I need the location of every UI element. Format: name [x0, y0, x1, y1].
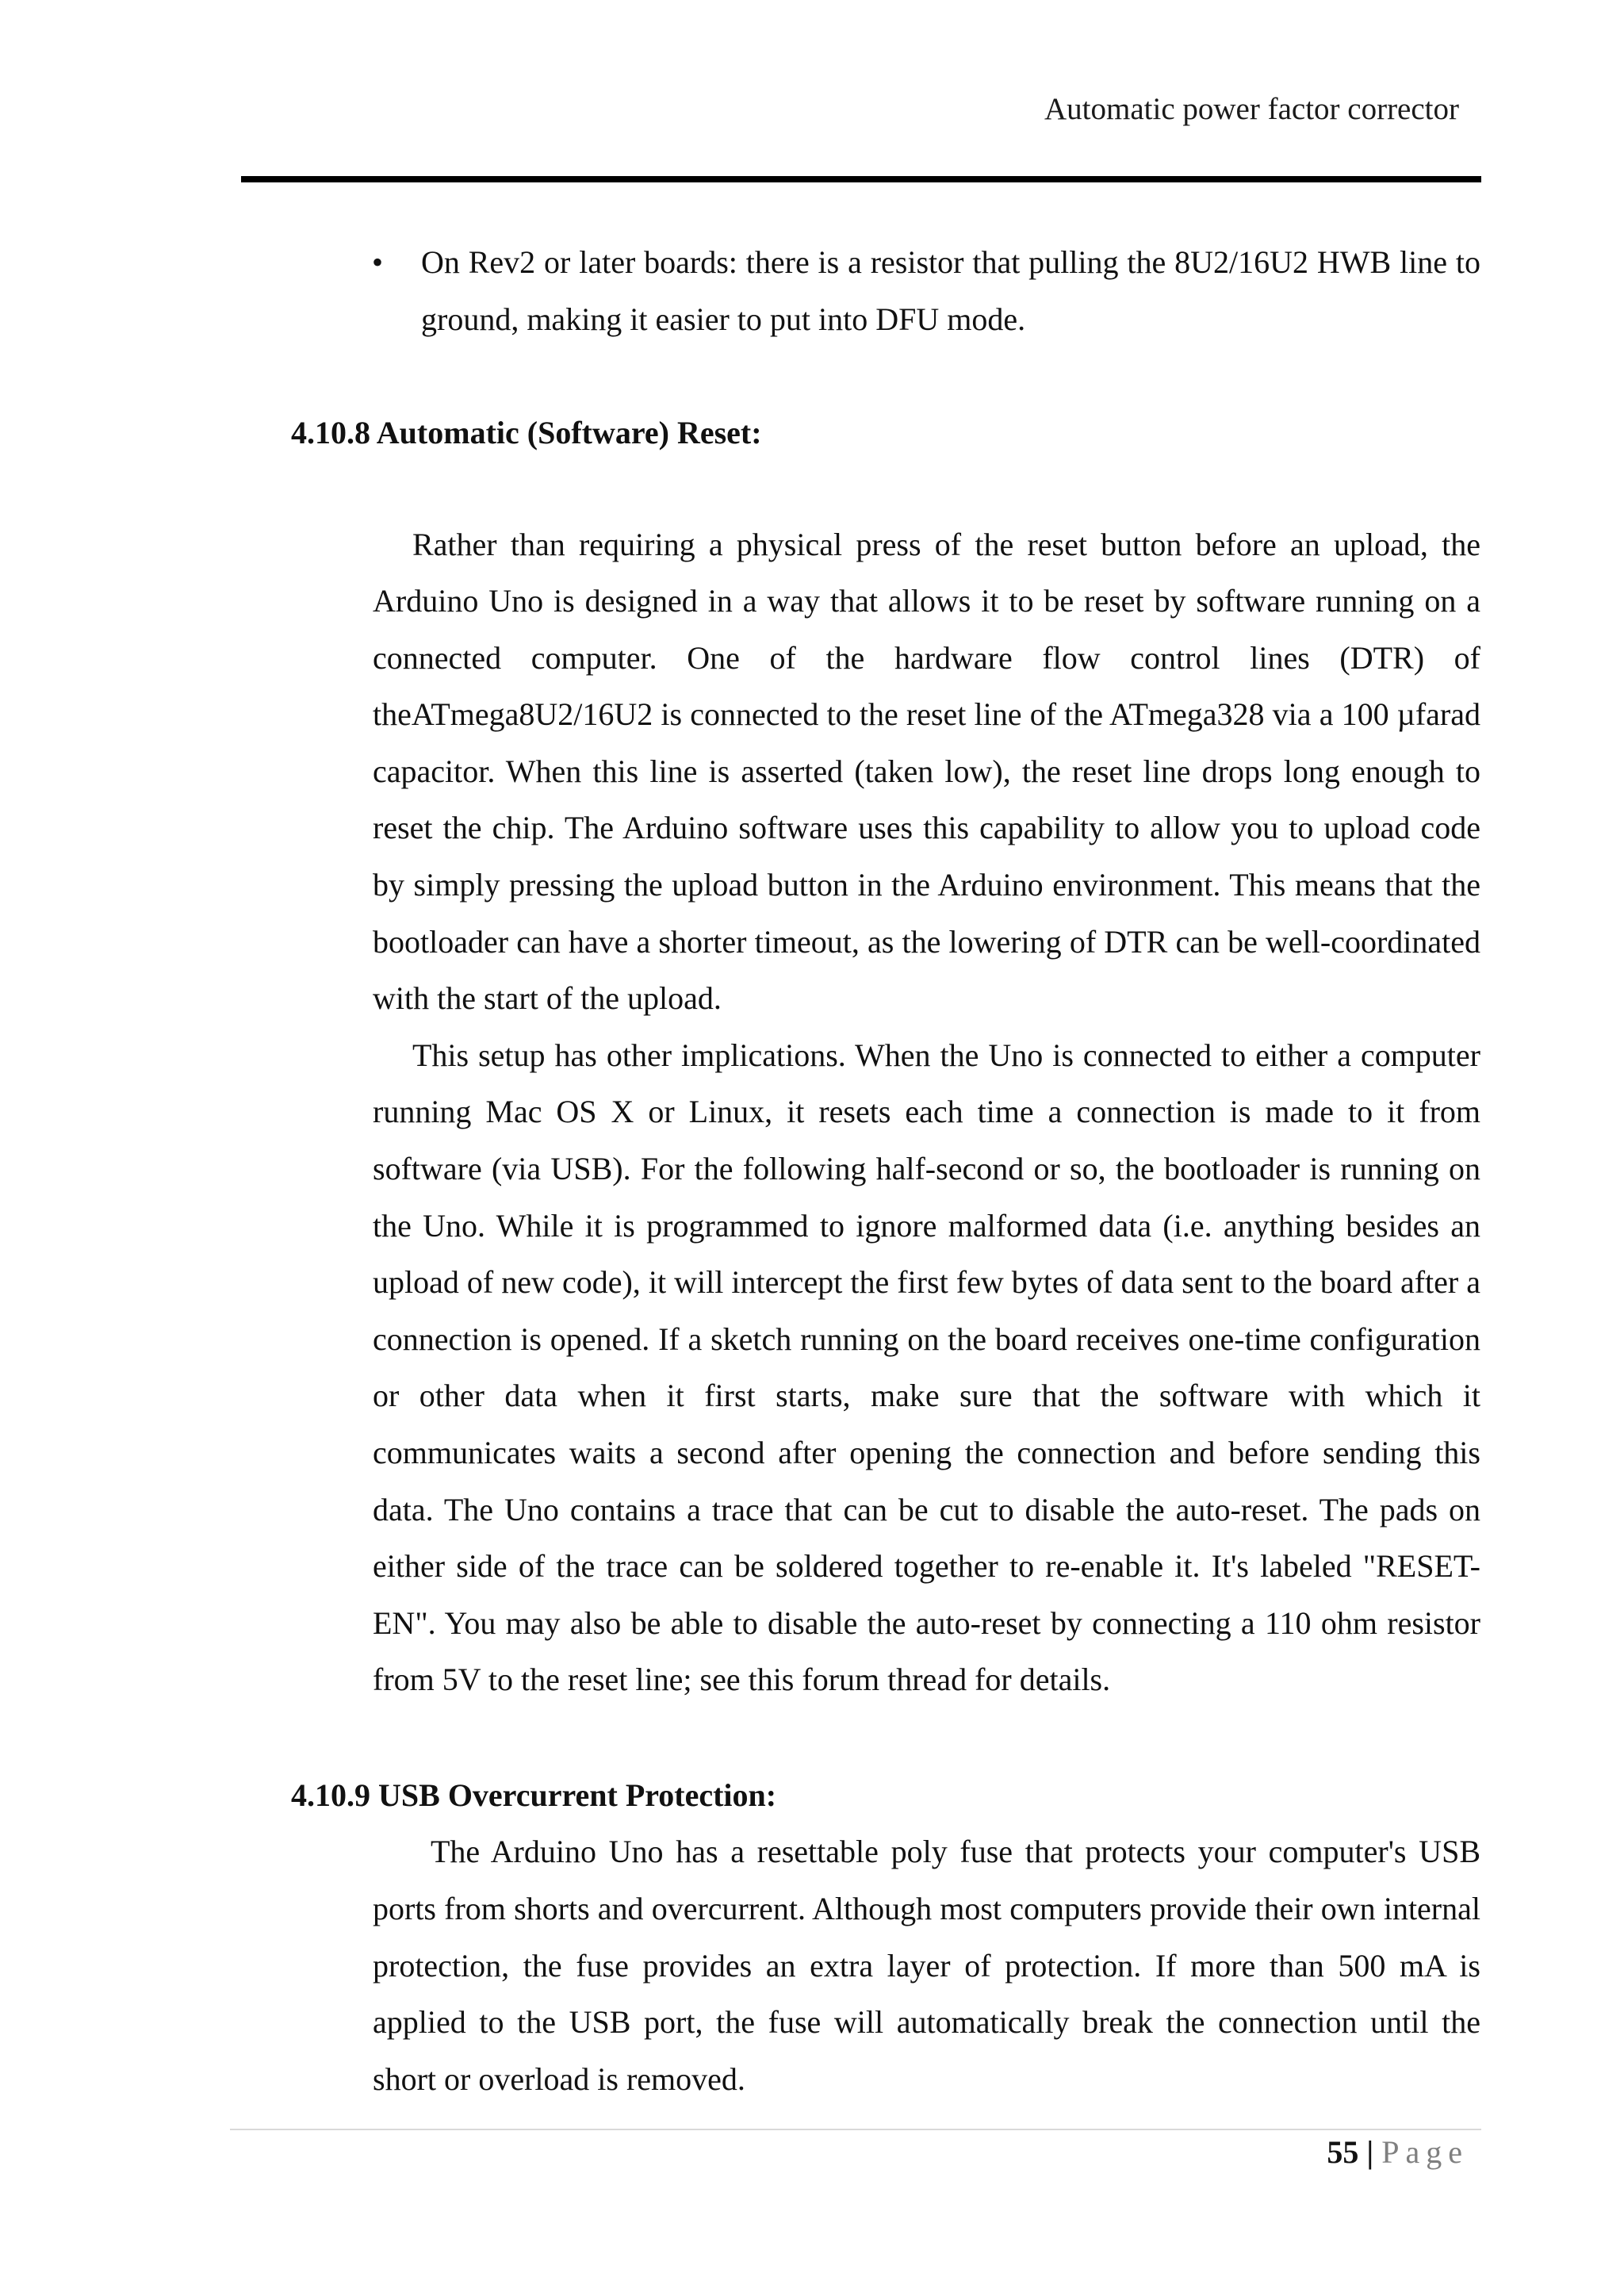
page-footer	[1327, 2129, 1469, 2176]
page-label: Page	[1381, 2134, 1469, 2170]
section-heading-usb-protection: 4.10.9 USB Overcurrent Protection:	[291, 1777, 777, 1813]
paragraph-reset-intro: Rather than requiring a physical press of the reset button before an upload, the Arduino Uno is designed in a way that allows it to be reset by software running on a connected computer. One of the hardware flow control lines (DTR) of theATmega8U2/16U2 is connected to the reset line of the ATmega328 via a 100 µfarad capacitor. When this line is asserted (taken low), the reset line drops long enough to reset the chip. The Arduino software uses this capability to allow you to upload code by simply pressing the upload button in the Arduino environment. This means that the bootloader can have a shorter timeout, as the lowering of DTR can be well-coordinated with the start of the upload.	[373, 526, 1480, 1017]
bullet-text: On Rev2 or later boards: there is a resistor that pulling the 8U2/16U2 HWB line to ground, making it easier to put into DFU mode.	[421, 244, 1480, 337]
page-separator: |	[1366, 2134, 1374, 2170]
bullet-item	[372, 234, 1480, 347]
section-heading-automatic-reset: 4.10.8 Automatic (Software) Reset:	[291, 415, 762, 450]
footer-rule	[230, 2129, 1481, 2130]
page-body	[291, 234, 1480, 2107]
bullet-mark: •	[372, 244, 384, 280]
paragraph-reset-implications: This setup has other implications. When the Uno is connected to either a computer running Mac OS X or Linux, it resets each time a connection is made to it from software (via USB). For the following half-second or so, the bootloader is running on the Uno. While it is programmed to ignore malformed data (i.e. anything besides an upload of new code), it will intercept the first few bytes of data sent to the board after a connection is opened. If a sketch running on the board receives one-time configuration or other data when it first starts, make sure that the software with which it communicates waits a second after opening the connection and before sending this data. The Uno contains a trace that can be cut to disable the auto-reset. The pads on either side of the trace can be soldered together to re-enable it. It's labeled "RESET-EN". You may also be able to disable the auto-reset by connecting a 110 ohm resistor from 5V to the reset line; see this forum thread for details.	[373, 1037, 1480, 1698]
page-number: 55	[1327, 2134, 1359, 2170]
running-header-title: Automatic power factor corrector	[1044, 92, 1459, 126]
paragraph-usb-protection: The Arduino Uno has a resettable poly fuse that protects your computer's USB ports from shorts and overcurrent. Although most computers provide their own internal protection, the fuse provides an extra layer of protection. If more than 500 mA is applied to the USB port, the fuse will automatically break the connection until the short or overload is removed.	[373, 1834, 1480, 2097]
header-rule	[241, 176, 1481, 182]
